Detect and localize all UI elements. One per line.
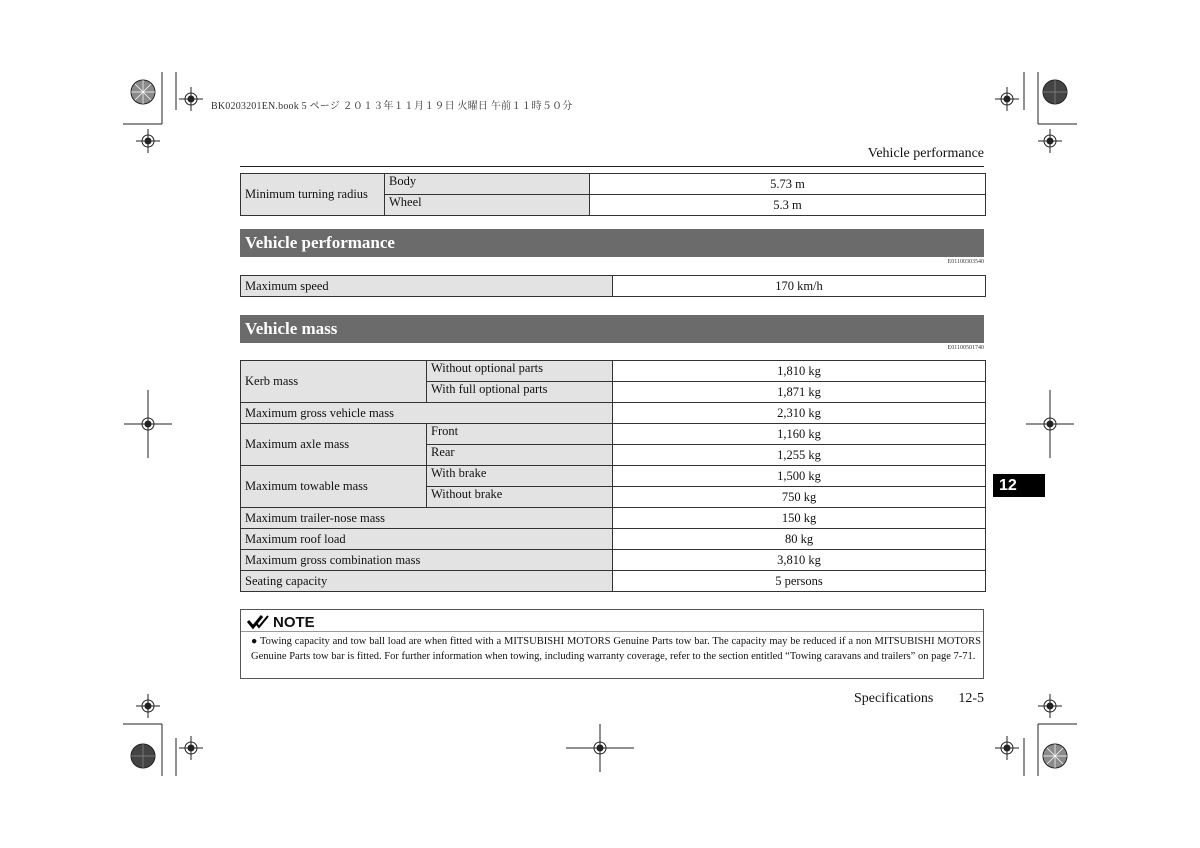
row-value: 1,160 kg <box>613 424 986 445</box>
row-label: Seating capacity <box>241 571 613 592</box>
table-row <box>241 361 986 382</box>
row-label: Maximum roof load <box>241 529 613 550</box>
row-label: Maximum trailer-nose mass <box>241 508 613 529</box>
row-sublabel: Without optional parts <box>427 361 613 382</box>
table-row <box>241 403 986 424</box>
section-title-performance: Vehicle performance <box>240 229 984 257</box>
note-heading <box>247 613 315 631</box>
table-row <box>241 508 986 529</box>
row-value: 5 persons <box>613 571 986 592</box>
row-value: 3,810 kg <box>613 550 986 571</box>
page-number: 12-5 <box>958 691 984 706</box>
section-title-mass: Vehicle mass <box>240 315 984 343</box>
table-row <box>241 174 986 195</box>
footer-section: Specifications <box>854 691 934 706</box>
performance-table <box>240 275 986 297</box>
row-value: 2,310 kg <box>613 403 986 424</box>
row-value: 1,500 kg <box>613 466 986 487</box>
note-divider <box>241 631 983 632</box>
row-sublabel: With brake <box>427 466 613 487</box>
table-row <box>241 529 986 550</box>
row-value: 750 kg <box>613 487 986 508</box>
row-sublabel: Wheel <box>385 195 590 216</box>
print-header: BK0203201EN.book 5 ページ ２０１３年１１月１９日 火曜日 午前１１時５０分 <box>211 101 573 112</box>
mass-table <box>240 360 986 592</box>
row-value: 150 kg <box>613 508 986 529</box>
table-row <box>241 571 986 592</box>
table-row <box>241 550 986 571</box>
note-text <box>251 634 981 664</box>
row-sublabel: Rear <box>427 445 613 466</box>
note-box <box>240 609 984 679</box>
turning-radius-table <box>240 173 986 216</box>
table-row <box>241 424 986 445</box>
row-value: 1,810 kg <box>613 361 986 382</box>
row-value: 5.3 m <box>590 195 986 216</box>
row-value: 1,871 kg <box>613 382 986 403</box>
bullet-icon: ● <box>251 636 258 647</box>
row-value: 80 kg <box>613 529 986 550</box>
row-sublabel: With full optional parts <box>427 382 613 403</box>
running-head: Vehicle performance <box>867 146 984 161</box>
row-label: Maximum towable mass <box>241 466 427 508</box>
row-sublabel: Body <box>385 174 590 195</box>
row-label: Kerb mass <box>241 361 427 403</box>
row-label: Maximum gross combination mass <box>241 550 613 571</box>
reference-code: E01100303540 <box>947 259 984 265</box>
row-label: Minimum turning radius <box>241 174 385 216</box>
note-body: Towing capacity and tow ball load are when fitted with a MITSUBISHI MOTORS Genuine Parts tow bar. The capacity may be reduced if a non MITSUBISHI MOTORS Genuine Parts tow bar is fitted. For further information when towing, including warranty coverage, refer to the section entitled “Towing caravans and trailers” on page 7-71. <box>251 636 981 662</box>
row-label: Maximum gross vehicle mass <box>241 403 613 424</box>
note-check-icon <box>247 614 269 630</box>
row-sublabel: Without brake <box>427 487 613 508</box>
table-row <box>241 276 986 297</box>
note-heading-text: NOTE <box>273 613 315 631</box>
row-value: 1,255 kg <box>613 445 986 466</box>
reference-code: E01100501740 <box>947 345 984 351</box>
row-sublabel: Front <box>427 424 613 445</box>
row-label: Maximum axle mass <box>241 424 427 466</box>
chapter-tab: 12 <box>993 474 1045 497</box>
row-label: Maximum speed <box>241 276 613 297</box>
header-rule <box>240 166 984 167</box>
row-value: 170 km/h <box>613 276 986 297</box>
table-row <box>241 466 986 487</box>
row-value: 5.73 m <box>590 174 986 195</box>
page-footer <box>800 691 984 707</box>
